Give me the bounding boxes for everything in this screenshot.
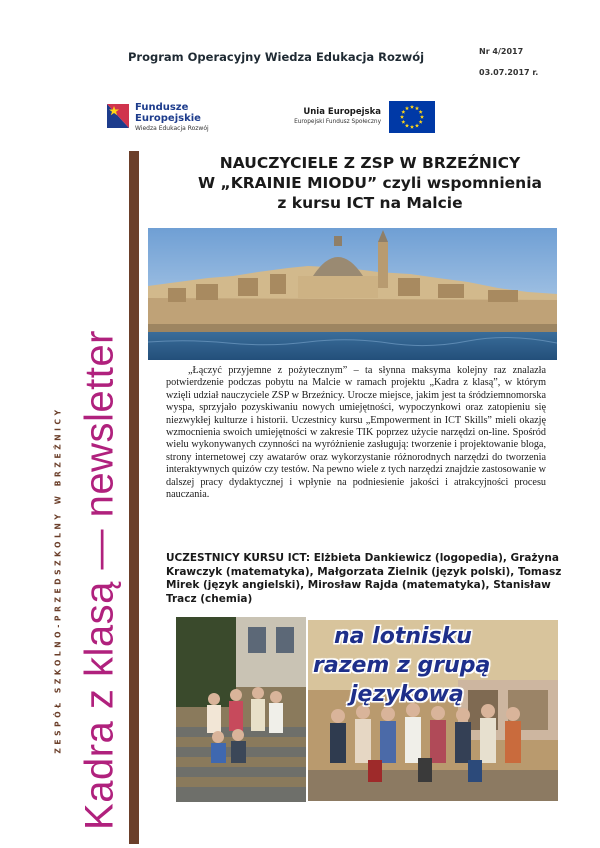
- headline-line2: W „KRAINIE MIODU” czyli wspomnienia: [198, 174, 542, 192]
- malta-skyline-photo: [148, 228, 557, 360]
- headline-line3: z kursu ICT na Malcie: [277, 194, 463, 212]
- fundusze-europejskie-text: [135, 102, 209, 133]
- fundusze-line1: Fundusze: [135, 102, 189, 113]
- fundusze-europejskie-logo-icon: [103, 100, 133, 132]
- issue-number: Nr 4/2017: [479, 47, 524, 56]
- group-photo-stairs: [176, 617, 306, 802]
- article-body: [166, 365, 546, 501]
- photo-caption-line3: językową: [350, 682, 464, 707]
- article-headline: [150, 153, 590, 213]
- eu-text: [278, 107, 381, 126]
- article-body-paragraph: „Łączyć przyjemne z pożytecznym” – ta słynna maksyma kolejny raz znalazła potwierdzenie podczas pobytu na Malcie w ramach projektu „Kadra z klasą”, w którym wzięli udział nauczyciele ZSP w Brzeźnicy. Urocze miejsce, jakim jest ta śródziemnomorska wyspa, sprzyjało pozyskiwaniu nowych umiejętności, wypoczynkowi oraz zatopieniu się niezwykłej kulturze i historii. Uczestnicy kursu „Empowerment in ICT Skills” mieli okazję wzmocnienia swoich umiejętności w zakresie TIK poprzez użycie narzędzi on-line. Spośród wielu wykonywanych czynności na wyróżnienie zasługują: tworzenie i projektowanie bloga, strony internetowej czy awatarów oraz wykorzystanie różnorodnych narzędzi do tworzenia interaktywnych quizów czy testów. Na pewno wiele z tych narzędzi znajdzie zastosowanie w dalszej pracy dydaktycznej i wpłynie na podniesienie jakości i atrakcyjności procesu nauczania.: [166, 365, 546, 501]
- fundusze-line2: Europejskie: [135, 113, 201, 124]
- issue-date: 03.07.2017 r.: [479, 68, 539, 77]
- fundusze-line3: Wiedza Edukacja Rozwój: [135, 125, 209, 132]
- eu-line1: Unia Europejska: [303, 107, 381, 117]
- masthead-title: Kadra z klasą — newsletter: [77, 330, 122, 830]
- program-title: Program Operacyjny Wiedza Edukacja Rozwój: [128, 50, 425, 64]
- photo-caption-line2: razem z grupą: [313, 653, 491, 678]
- participants-list: UCZESTNICY KURSU ICT: Elżbieta Dankiewicz (logopedia), Grażyna Krawczyk (matematyka), Małgorzata Zielnik (język polski), Tomasz Mirek (język angielski), Mirosław Rajda (matematyka), Stanisław Tracz (chemia): [166, 552, 562, 605]
- photo-caption-line1: na lotnisku: [334, 624, 472, 649]
- school-name: ZESPÓŁ SZKOLNO-PRZEDSZKOLNY W BRZEŹNICY: [53, 406, 63, 754]
- headline-line1: NAUCZYCIELE Z ZSP W BRZEŹNICY: [219, 154, 521, 172]
- eu-line2: Europejski Fundusz Społeczny: [294, 119, 381, 125]
- eu-flag-icon: [389, 101, 435, 133]
- side-bar: [129, 151, 139, 844]
